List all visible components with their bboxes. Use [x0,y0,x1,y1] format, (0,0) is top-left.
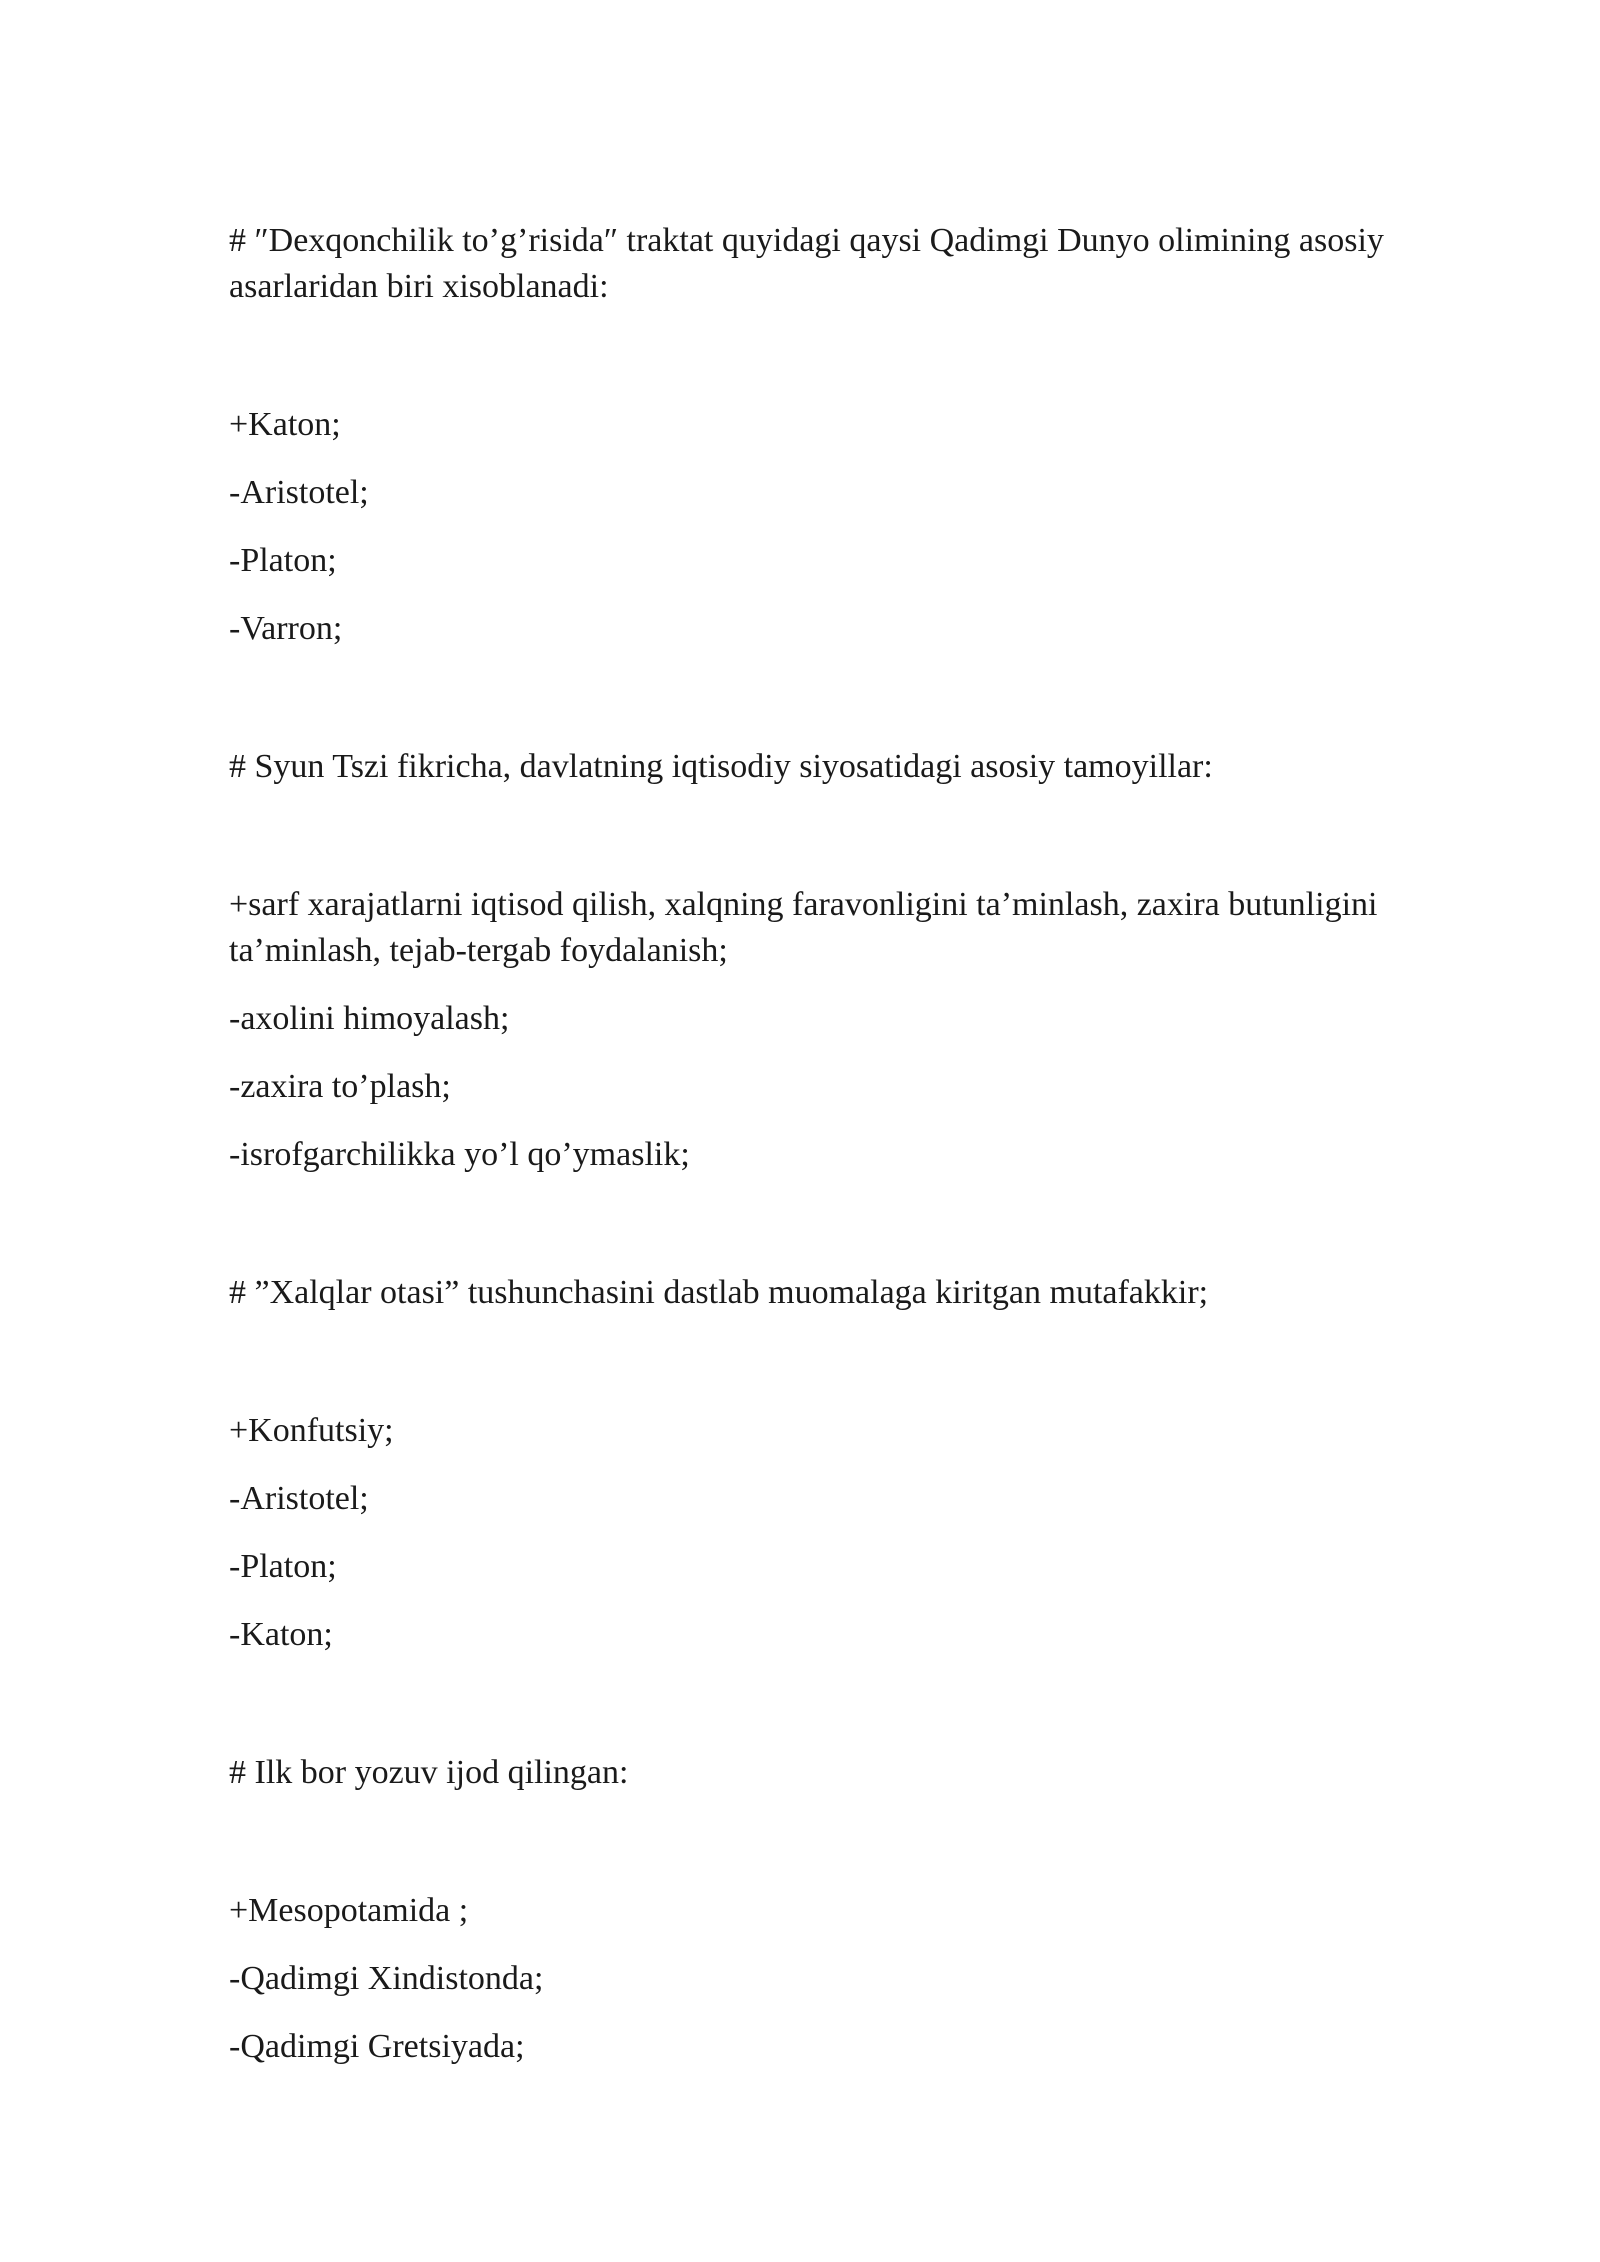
question-text: # ”Xalqlar otasi” tushunchasini dastlab muomalaga kiritgan mutafakkir; [229,1274,1209,1311]
answer-option: -Katon; [229,1616,333,1653]
answer-option: -Varron; [229,610,343,647]
answer-list [229,402,1419,652]
answer-option: -Aristotel; [229,474,369,511]
answer-option: -Platon; [229,1548,337,1585]
question-text: # ″Dexqonchilik to’g’risida″ traktat quyidagi qaysi Qadimgi Dunyo olimining asosiy asarlaridan biri xisoblanadi: [229,222,1384,305]
answer-list [229,1408,1419,1658]
answer-option: -isrofgarchilikka yo’l qo’ymaslik; [229,1136,690,1173]
question-text: # Syun Tszi fikricha, davlatning iqtisodiy siyosatidagi asosiy tamoyillar: [229,748,1213,785]
answer-option: +sarf xarajatlarni iqtisod qilish, xalqning faravonligini ta’minlash, zaxira butunligini ta’minlash, tejab-tergab foydalanish; [229,886,1378,969]
question-block [229,1750,1419,2070]
answer-list [229,882,1419,1178]
answer-option: +Mesopotamida ; [229,1892,469,1929]
test-content [229,218,1419,2162]
answer-option: +Konfutsiy; [229,1412,394,1449]
question-block [229,744,1419,1178]
answer-option: +Katon; [229,406,341,443]
question-text: # Ilk bor yozuv ijod qilingan: [229,1754,629,1791]
answer-option: -Qadimgi Xindistonda; [229,1960,544,1997]
answer-option: -axolini himoyalash; [229,1000,510,1037]
question-block [229,1270,1419,1658]
answer-option: -Qadimgi Gretsiyada; [229,2028,525,2065]
answer-list [229,1888,1419,2070]
question-block [229,218,1419,652]
answer-option: -Platon; [229,542,337,579]
answer-option: -zaxira to’plash; [229,1068,451,1105]
answer-option: -Aristotel; [229,1480,369,1517]
